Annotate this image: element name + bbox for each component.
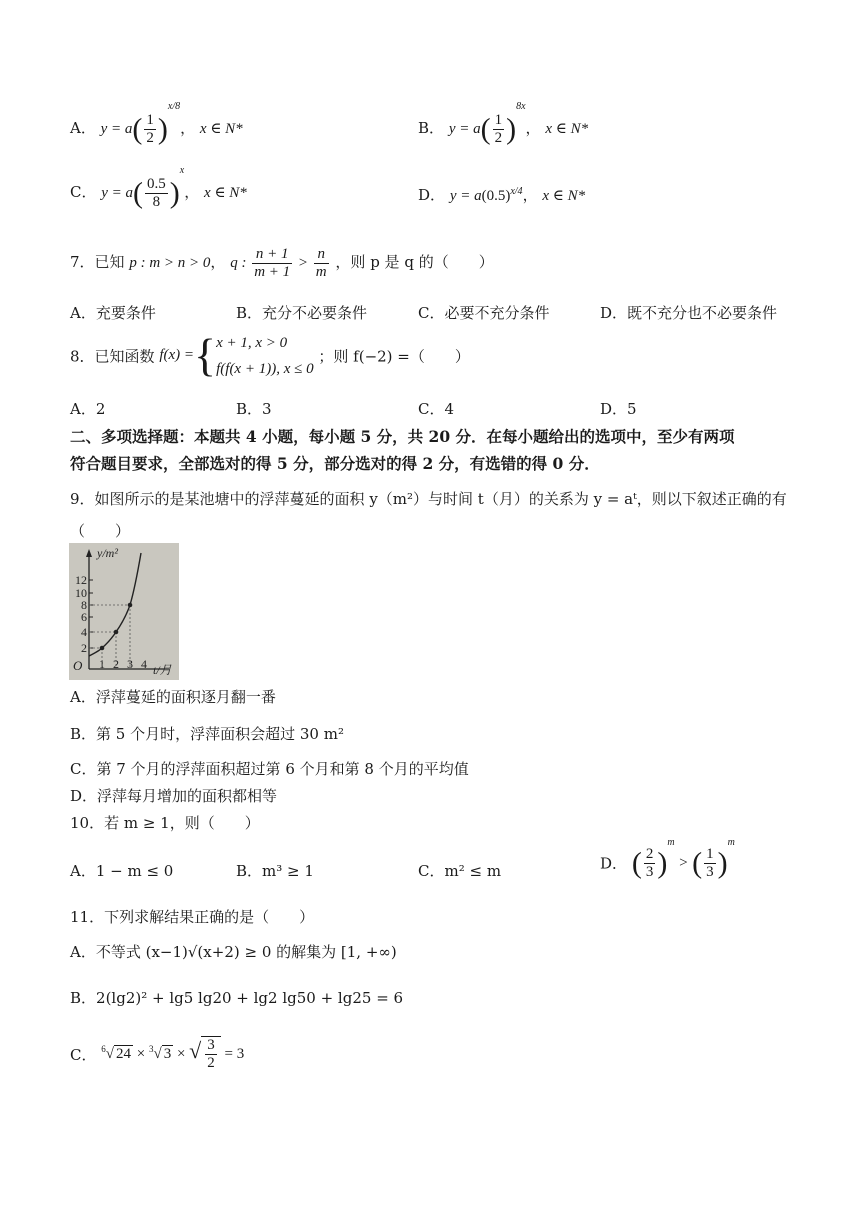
q10-option-d xyxy=(600,837,735,882)
q9-option-b: B．第 5 个月时，浮萍面积会超过 30 m² xyxy=(70,725,344,743)
q6-domain-b: x ∈ N* xyxy=(545,121,589,138)
q7-option-c: C．必要不充分条件 xyxy=(418,304,550,322)
q7-stem-prefix: 7．已知 xyxy=(70,253,125,272)
q10-option-a: A．1 − m ≤ 0 xyxy=(70,862,174,880)
q8-option-b: B．3 xyxy=(236,400,272,418)
q7-option-d: D．既不充分也不必要条件 xyxy=(600,304,778,322)
q6-option-b-label: B． xyxy=(418,119,445,138)
q10-option-c: C．m² ≤ m xyxy=(418,862,502,880)
q8-piecewise: f(x) ={ x + 1, x > 0 f(f(x + 1)), x ≤ 0 xyxy=(159,330,314,381)
q7-condition-q: q : $\frac{n + 1}{m + 1}$ > $\frac{n}{m}$ xyxy=(230,246,327,281)
q8-option-d: D．5 xyxy=(600,400,637,418)
origin-label: O xyxy=(73,658,83,673)
q11-option-c xyxy=(70,1036,244,1073)
q6-option-d: D． $y = a(0.5)^{x/4}$， x ∈ N* xyxy=(418,186,586,204)
q9-option-a: A．浮萍蔓延的面积逐月翻一番 xyxy=(70,688,276,706)
q6-option-c-formula: y = a( $\frac{0.5}{8}$ )$^x$ xyxy=(101,165,185,211)
q8-option-a: A．2 xyxy=(70,400,106,418)
x-tick-2: 2 xyxy=(113,657,119,671)
y-tick-4: 4 xyxy=(81,625,87,639)
q9-graph-svg xyxy=(69,543,179,680)
q11-stem: 11．下列求解结果正确的是（ ） xyxy=(70,908,315,926)
growth-curve xyxy=(89,553,141,656)
q6-option-a-label: A． xyxy=(70,119,96,138)
q9-graph xyxy=(69,543,179,680)
q6-option-c-label: C． xyxy=(70,183,97,202)
y-tick-2: 2 xyxy=(81,641,87,655)
q9-option-c: C．第 7 个月的浮萍面积超过第 6 个月和第 8 个月的平均值 xyxy=(70,760,469,778)
y-tick-6: 6 xyxy=(81,610,87,624)
q11-option-c-label: C． xyxy=(70,1045,97,1064)
q6-option-d-label: D． xyxy=(418,186,446,204)
q7-condition-p: p : m > n > 0 xyxy=(129,255,211,272)
q6-option-d-formula: $y = a(0.5)^{x/4}$ xyxy=(449,186,523,204)
q9-stem-line1: 9．如图所示的是某池塘中的浮萍蔓延的面积 y（m²）与时间 t（月）的关系为 y = aᵗ，则以下叙述正确的有 xyxy=(70,490,787,508)
q6-option-c: C． y = a( $\frac{0.5}{8}$ )$^x$， x ∈ N* xyxy=(70,165,247,211)
y-tick-12: 12 xyxy=(75,573,87,587)
q7-option-a: A．充要条件 xyxy=(70,304,156,322)
q11-option-c-formula: $^6$√ 24 × $^3$√ 3 × √ $\frac{3}{2}$ = 3 xyxy=(101,1037,245,1072)
q9-stem-line2: （ ） xyxy=(70,522,131,540)
q9-option-d: D．浮萍每月增加的面积都相等 xyxy=(70,787,278,805)
q7-stem-mid: ， xyxy=(210,253,226,272)
q6-option-b-formula: y = a( $\frac{1}{2}$ )$^{8x}$ xyxy=(448,101,526,147)
y-axis-arrow xyxy=(86,549,92,557)
q6-option-b: B． y = a( $\frac{1}{2}$ )$^{8x}$， x ∈ N* xyxy=(418,101,589,147)
q11-option-b: B．2(lg2)² + lg5 lg20 + lg2 lg50 + lg25 = 6 xyxy=(70,989,404,1007)
x-axis-label: t/月 xyxy=(153,663,172,677)
q8-stem-suffix: ；则 f(−2) =（ ） xyxy=(318,347,470,366)
q7-option-b: B．充分不必要条件 xyxy=(236,304,368,322)
q6-domain-a: x ∈ N* xyxy=(199,121,243,138)
q10-option-d-formula: ( $\frac{2}{3}$ )$^m$ > ( $\frac{1}{3}$ )$^m$ xyxy=(631,837,735,881)
q7-stem-suffix: ，则 p 是 q 的（ ） xyxy=(335,253,494,272)
q6-option-a-formula: y = a( $\frac{1}{2}$ )$^{x/8}$ xyxy=(100,101,181,147)
q6-domain-d: x ∈ N* xyxy=(542,188,586,204)
q8-option-c: C．4 xyxy=(418,400,455,418)
point-1-2 xyxy=(100,646,105,651)
q8-stem xyxy=(70,330,470,382)
x-tick-4: 4 xyxy=(141,657,147,671)
q10-stem: 10．若 m ≥ 1，则（ ） xyxy=(70,814,260,832)
y-tick-8: 8 xyxy=(81,598,87,612)
point-2-4 xyxy=(114,630,119,635)
point-3-8 xyxy=(128,603,133,608)
q10-option-b: B．m³ ≥ 1 xyxy=(236,862,314,880)
q8-stem-prefix: 8．已知函数 xyxy=(70,347,155,366)
section2-heading-line2: 符合题目要求，全部选对的得 5 分，部分选对的得 2 分，有选错的得 0 分． xyxy=(70,454,600,473)
q10-option-d-label: D． xyxy=(600,854,628,873)
x-tick-3: 3 xyxy=(127,657,133,671)
q11-option-a: A．不等式 (x−1)√(x+2) ≥ 0 的解集为 [1, +∞) xyxy=(70,943,397,961)
y-tick-10: 10 xyxy=(75,586,87,600)
q7-stem xyxy=(70,246,494,282)
q6-option-a: A． y = a( $\frac{1}{2}$ )$^{x/8}$， x ∈ N* xyxy=(70,101,243,147)
y-axis-label: y/m² xyxy=(97,546,118,560)
x-tick-1: 1 xyxy=(99,657,105,671)
section2-heading-line1: 二、多项选择题：本题共 4 小题，每小题 5 分，共 20 分．在每小题给出的选项中，至少有两项 xyxy=(70,427,735,446)
q6-domain-c: x ∈ N* xyxy=(204,185,247,202)
